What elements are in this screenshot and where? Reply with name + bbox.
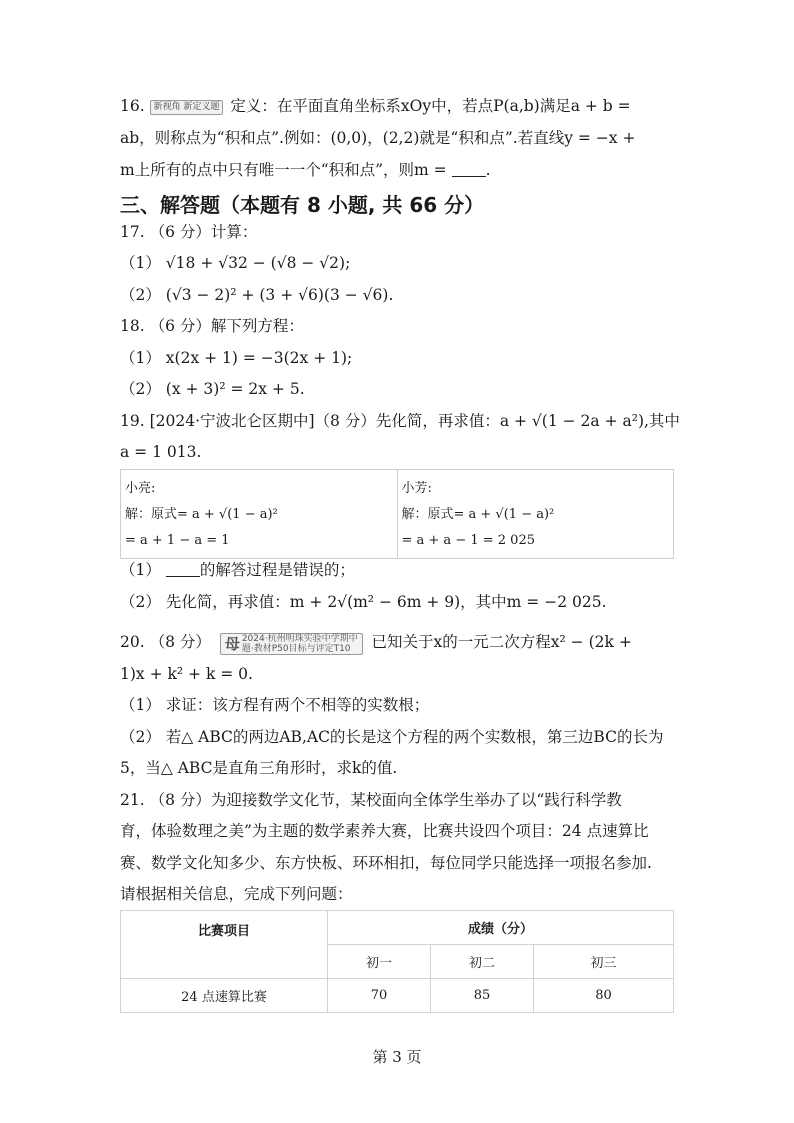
xiaofang-step2: = a + a − 1 = 2 025: [401, 533, 535, 548]
col-header-item: 比赛项目: [121, 911, 328, 979]
xiaofang-solution-cell: [397, 470, 674, 559]
q20-badge-char: 母: [224, 634, 240, 653]
q17-part1: （1） √18 + √32 − (√8 − √2);: [120, 254, 351, 272]
section-title: 三、解答题（本题有 8 小题, 共 66 分）: [120, 193, 485, 217]
grade-header: 初二: [431, 945, 534, 979]
q21-score-table: [120, 910, 674, 1013]
row-value: 80: [534, 979, 674, 1013]
q20-line2: 1)x + k² + k = 0.: [120, 665, 253, 683]
q19-part1-label: （1）: [120, 561, 161, 579]
xiaoliang-step1: 解：原式= a + √(1 − a)²: [125, 507, 278, 522]
q20-part1: （1） 求证：该方程有两个不相等的实数根；: [120, 696, 430, 714]
xiaoliang-name: 小亮:: [125, 481, 156, 496]
q19-answer-blank: [166, 561, 200, 577]
q21-line2: 育，体验数理之美”为主题的数学素养大赛，比赛共设四个项目：24 点速算比: [120, 822, 649, 840]
grade-header: 初三: [534, 945, 674, 979]
q20-source-badge: [220, 633, 363, 655]
q20-badge-bottom: 题·教材P50目标与评定T10: [241, 643, 351, 654]
q20-badge-top: 2024·杭州明珠实验中学期中: [241, 633, 358, 644]
q16-line2: [120, 128, 635, 148]
q17-header: 17. （6 分）计算：: [120, 223, 258, 241]
q16-tag-badge: 新视角 新定义题: [150, 100, 224, 115]
xiaofang-step1: 解：原式= a + √(1 − a)²: [401, 507, 555, 522]
table-row: [121, 979, 674, 1013]
xiaoliang-solution-cell: [121, 470, 398, 559]
xiaofang-name: 小芳:: [401, 481, 432, 496]
q19-part2: （2） 先化简，再求值：m + 2√(m² − 6m + 9)，其中m = −2 025.: [120, 593, 607, 611]
q18-header: 18. （6 分）解下列方程：: [120, 317, 304, 335]
q19-solution-table: [120, 469, 674, 559]
q19-part1-text: 的解答过程是错误的；: [199, 561, 355, 579]
q16-line1: [120, 96, 631, 116]
q18-part2: （2） (x + 3)² = 2x + 5.: [120, 380, 305, 398]
q18-part1: （1） x(2x + 1) = −3(2x + 1);: [120, 349, 353, 367]
q19-part1: [120, 560, 355, 580]
row-value: 70: [328, 979, 431, 1013]
q16-period: .: [485, 161, 491, 179]
q20-prefix: 20. （8 分）: [120, 633, 211, 651]
xiaoliang-step2: = a + 1 − a = 1: [125, 533, 230, 548]
q16-line3: [120, 160, 491, 180]
q16-text-2: ab，则称点为“积和点”.例如：(0,0)，(2,2)就是“积和点”.若直线y = −x +: [120, 129, 636, 147]
q17-part2: （2） (√3 − 2)² + (3 + √6)(3 − √6).: [120, 286, 394, 304]
q20-part2b: 5，当△ ABC是直角三角形时，求k的值.: [120, 759, 398, 777]
row-value: 85: [431, 979, 534, 1013]
q20-part2a: （2） 若△ ABC的两边AB,AC的长是这个方程的两个实数根，第三边BC的长为: [120, 728, 664, 746]
q21-line1: 21. （8 分）为迎接数学文化节，某校面向全体学生举办了以“践行科学教: [120, 791, 622, 809]
q20-line1: [120, 632, 632, 655]
q16-text-3: m上所有的点中只有唯一一个“积和点”，则m =: [120, 161, 447, 179]
q19-line2: a = 1 013.: [120, 443, 202, 461]
q16-text-1: 定义：在平面直角坐标系xOy中，若点P(a,b)满足a + b =: [230, 97, 631, 115]
q21-line4: 请根据相关信息，完成下列问题：: [120, 885, 353, 903]
grade-header: 初一: [328, 945, 431, 979]
q16-number: 16.: [120, 97, 145, 115]
col-header-score: 成绩（分）: [328, 911, 674, 945]
q16-answer-blank: [452, 161, 486, 177]
q19-line1: 19. [2024·宁波北仑区期中]（8 分）先化简，再求值：a + √(1 − 2a + a²),其中: [120, 412, 680, 430]
page-number: 第 3 页: [372, 1048, 422, 1066]
q20-text-1: 已知关于x的一元二次方程x² − (2k +: [371, 633, 632, 651]
row-item: 24 点速算比赛: [121, 979, 328, 1013]
q21-line3: 赛、数学文化知多少、东方快板、环环相扣，每位同学只能选择一项报名参加.: [120, 854, 652, 872]
